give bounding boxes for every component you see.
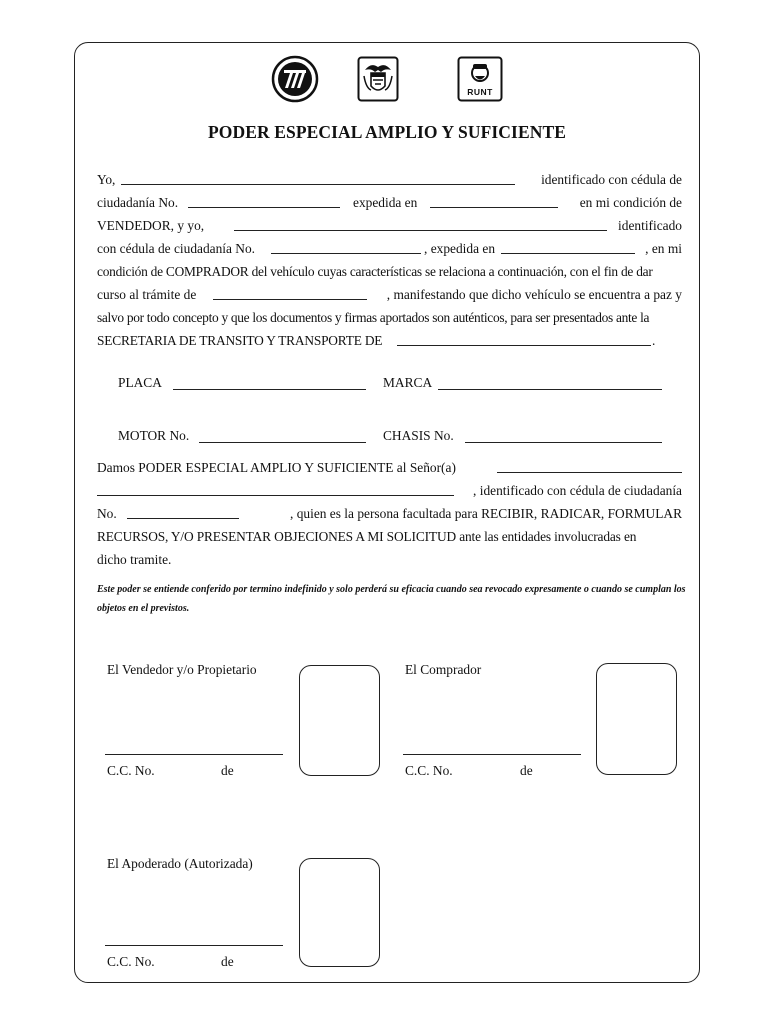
label-marca: MARCA	[383, 375, 433, 390]
text-condition-of: en mi condición de	[579, 195, 682, 210]
power-paragraph	[97, 456, 682, 571]
text-buyer-condition: condición de COMPRADOR del vehículo cuyas características se relaciona a continuación, con el fin de dar	[97, 264, 653, 279]
text-transit-secretariat: SECRETARIA DE TRANSITO Y TRANSPORTE DE	[97, 333, 383, 348]
text-authentic: salvo por todo concepto y que los documentos y firmas aportados son auténticos, para ser presentados ante la	[97, 310, 650, 325]
text-resources: RECURSOS, Y/O PRESENTAR OBJECIONES A MI SOLICITUD ante las entidades involucradas en	[97, 529, 637, 544]
attorney-fingerprint-box[interactable]	[299, 858, 380, 967]
seller-label: El Vendedor y/o Propietario	[107, 662, 257, 677]
transit-ministry-logo	[271, 55, 319, 103]
text-id-no: con cédula de ciudadanía No.	[97, 241, 256, 256]
text-identified-2: identificado	[618, 218, 682, 233]
seller-id-place-blank[interactable]	[430, 207, 558, 208]
text-no: No.	[97, 506, 117, 521]
chasis-blank[interactable]	[465, 442, 662, 443]
attorney-cc-label: C.C. No.	[107, 954, 155, 969]
secretariat-blank[interactable]	[397, 345, 651, 346]
text-issued-in: expedida en	[353, 195, 418, 210]
text-identified: identificado con cédula de	[541, 172, 682, 187]
buyer-de-label: de	[520, 763, 533, 778]
text-yo: Yo,	[97, 172, 116, 187]
text-identified-3: , identificado con cédula de ciudadanía	[473, 483, 682, 498]
buyer-label: El Comprador	[405, 662, 482, 677]
runt-logo-text: RUNT	[467, 87, 493, 97]
attorney-name-blank[interactable]	[497, 472, 682, 473]
seller-fingerprint-box[interactable]	[299, 665, 380, 776]
marca-blank[interactable]	[438, 389, 662, 390]
seller-de-label: de	[221, 763, 234, 778]
attorney-label: El Apoderado (Autorizada)	[107, 856, 253, 871]
seller-cc-label: C.C. No.	[107, 763, 155, 778]
buyer-id-blank[interactable]	[271, 253, 421, 254]
text-issued-in-2: , expedida en	[424, 241, 496, 256]
text-period: .	[652, 333, 656, 348]
grant-paragraph	[97, 168, 682, 352]
buyer-fingerprint-box[interactable]	[596, 663, 677, 775]
attorney-name-blank-2[interactable]	[97, 495, 454, 496]
colombia-coat-of-arms-logo	[357, 56, 399, 102]
text-in-my: , en mi	[645, 241, 682, 256]
text-procedure: curso al trámite de	[97, 287, 197, 302]
attorney-de-label: de	[221, 954, 234, 969]
buyer-cc-label: C.C. No.	[405, 763, 453, 778]
procedure-blank[interactable]	[213, 299, 367, 300]
text-faculty: , quien es la persona facultada para RECIBIR, RADICAR, FORMULAR	[290, 506, 682, 521]
label-placa: PLACA	[118, 375, 162, 390]
motor-blank[interactable]	[199, 442, 366, 443]
document-title: PODER ESPECIAL AMPLIO Y SUFICIENTE	[208, 122, 566, 142]
text-we-grant: Damos PODER ESPECIAL AMPLIO Y SUFICIENTE al Señor(a)	[97, 460, 456, 475]
placa-blank[interactable]	[173, 389, 366, 390]
attorney-id-blank[interactable]	[127, 518, 239, 519]
header-logos	[0, 55, 768, 105]
validity-note: Este poder se entiende conferido por termino indefinido y solo perderá su eficacia cuando sea revocado expresamente o cuando se cumplan los objetos en el previstos.	[97, 584, 686, 614]
text-declaring: , manifestando que dicho vehículo se encuentra a paz y	[386, 287, 682, 302]
buyer-signature-line[interactable]	[403, 754, 581, 755]
attorney-signature-line[interactable]	[105, 945, 283, 946]
seller-signature-line[interactable]	[105, 754, 283, 755]
buyer-id-place-blank[interactable]	[501, 253, 635, 254]
label-chasis: CHASIS No.	[383, 428, 454, 443]
seller-name-blank[interactable]	[121, 184, 515, 185]
seller-id-blank[interactable]	[188, 207, 340, 208]
text-citizenship-no: ciudadanía No.	[97, 195, 179, 210]
text-seller-and-i: VENDEDOR, y yo,	[97, 218, 205, 233]
buyer-name-blank[interactable]	[234, 230, 607, 231]
text-said-procedure: dicho tramite.	[97, 552, 172, 567]
label-motor: MOTOR No.	[118, 428, 190, 443]
